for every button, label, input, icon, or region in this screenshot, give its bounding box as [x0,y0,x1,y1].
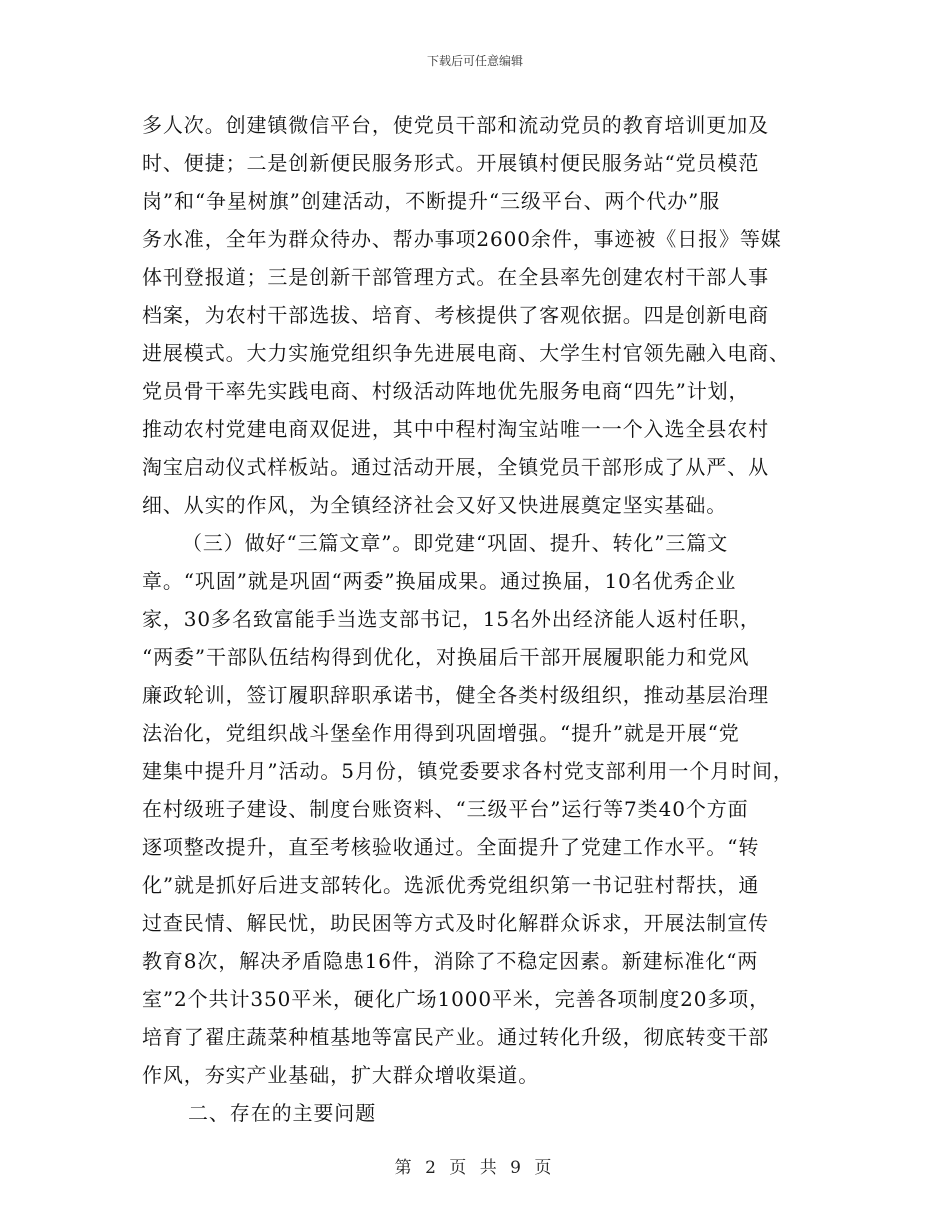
paragraph-line: 逐项整改提升，直至考核验收通过。全面提升了党建工作水平。“转 [142,835,760,859]
paragraph-line: 法治化，党组织战斗堡垒作用得到巩固增强。“提升”就是开展“党 [142,721,740,745]
paragraph-line: 廉政轮训，签订履职辞职承诺书，健全各类村级组织，推动基层治理 [142,683,769,707]
paragraph-line: 进展模式。大力实施党组织争先进展电商、大学生村官领先融入电商、 [142,341,790,365]
paragraph-line: 在村级班子建设、制度台账资料、“三级平台”运行等7类40个方面 [142,797,749,821]
paragraph-line: 时、便捷；二是创新便民服务形式。开展镇村便民服务站“党员模范 [142,151,760,175]
paragraph-line: 室”2个共计350平米，硬化广场1000平米，完善各项制度20多项， [142,987,771,1011]
paragraph-line: 章。“巩固”就是巩固“两委”换届成果。通过换届，10名优秀企业 [142,569,737,593]
page-header: 下载后可任意编辑 [426,54,523,68]
paragraph-line: 建集中提升月”活动。5月份，镇党委要求各村党支部利用一个月时间， [142,759,794,783]
paragraph-line: 作风，夯实产业基础，扩大群众增收渠道。 [142,1063,540,1087]
section-heading-line: （三）做好“三篇文章”。即党建“巩固、提升、转化”三篇文 [182,531,729,555]
paragraph-line: 档案，为农村干部选拔、培育、考核提供了客观依据。四是创新电商 [142,303,769,327]
paragraph-line: 教育8次，解决矛盾隐患16件，消除了不稳定因素。新建标准化“两 [142,949,759,973]
section-heading: 二、存在的主要问题 [188,1101,377,1125]
paragraph-line: 细、从实的作风，为全镇经济社会又好又快进展奠定坚实基础。 [142,493,728,517]
paragraph-line: 家，30多名致富能手当选支部书记，15名外出经济能人返村任职， [142,607,761,631]
paragraph-line: 淘宝启动仪式样板站。通过活动开展，全镇党员干部形成了从严、从 [142,455,769,479]
paragraph-line: 推动农村党建电商双促进，其中中程村淘宝站唯一一个入选全县农村 [142,417,769,441]
paragraph-line: 体刊登报道；三是创新干部管理方式。在全县率先创建农村干部人事 [142,265,769,289]
paragraph-line: 培育了翟庄蔬菜种植基地等富民产业。通过转化升级，彻底转变干部 [142,1025,769,1049]
paragraph-line: 党员骨干率先实践电商、村级活动阵地优先服务电商“四先”计划， [142,379,750,403]
paragraph-line: 过查民情、解民忧，助民困等方式及时化解群众诉求，开展法制宣传 [142,911,769,935]
paragraph-line: 多人次。创建镇微信平台，使党员干部和流动党员的教育培训更加及 [142,113,769,137]
document-body [142,106,842,1132]
paragraph-line: 务水准，全年为群众待办、帮办事项2600余件，事迹被《日报》等媒 [142,227,782,251]
paragraph-line: 岗”和“争星树旗”创建活动，不断提升“三级平台、两个代办”服 [142,189,721,213]
paragraph-line: 化”就是抓好后进支部转化。选派优秀党组织第一书记驻村帮扶，通 [142,873,760,897]
page-number-footer: 第 2 页 共 9 页 [394,1158,556,1178]
paragraph-line: “两委”干部队伍结构得到优化，对换届后干部开展履职能力和党风 [142,645,750,669]
